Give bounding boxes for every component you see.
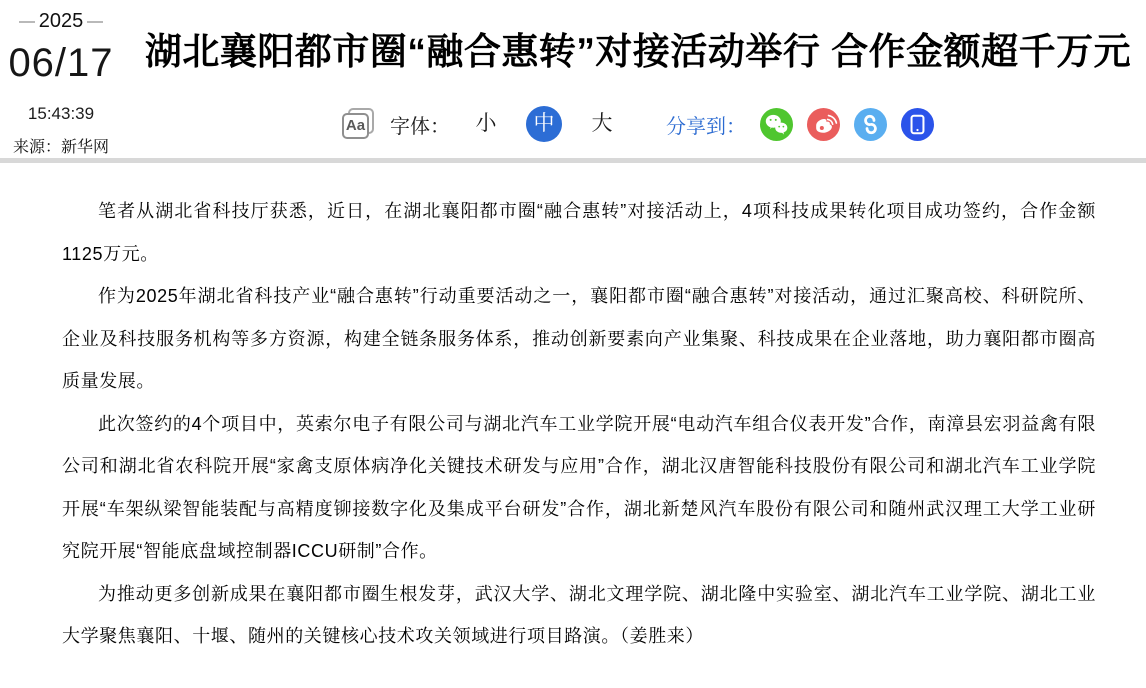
date-block xyxy=(0,8,122,157)
date-label: 06/17 xyxy=(8,41,114,85)
share-link-share-button[interactable] xyxy=(854,108,887,141)
article-paragraph: 笔者从湖北省科技厅获悉，近日，在湖北襄阳都市圈“融合惠转”对接活动上，4项科技成果转化项目成功签约，合作金额1125万元。 xyxy=(62,201,1096,264)
year-label: 2025 xyxy=(38,10,84,32)
font-size-large-button[interactable]: 大 xyxy=(584,106,620,142)
font-size-label: 字体： xyxy=(390,115,450,138)
font-size-icon-front: Aa xyxy=(342,113,369,139)
font-size-medium-button[interactable]: 中 xyxy=(526,106,562,142)
year-row xyxy=(0,10,122,33)
toolbar xyxy=(130,106,1146,142)
font-size-small-button[interactable]: 小 xyxy=(468,106,504,142)
wechat-share-button[interactable] xyxy=(760,108,793,141)
weibo-icon xyxy=(807,108,840,141)
font-size-icon xyxy=(342,108,376,140)
article-paragraph: 此次签约的4个项目中，英索尔电子有限公司与湖北汽车工业学院开展“电动汽车组合仪表开发”合作，南漳县宏羽益禽有限公司和湖北省农科院开展“家禽支原体病净化关键技术研发与应用”合作，湖北汉唐智能科技股份有限公司和湖北汽车工业学院开展“车架纵梁智能装配与高精度铆接数字化及集成平台研发”合作，湖北新楚风汽车股份有限公司和随州武汉理工大学工业研究院开展“智能底盘域控制器ICCU研制”合作。 xyxy=(62,413,1096,561)
mobile-share-button[interactable] xyxy=(901,108,934,141)
header-main xyxy=(130,0,1146,142)
article-header xyxy=(0,0,1146,158)
weibo-share-button[interactable] xyxy=(807,108,840,141)
year-dash-left xyxy=(19,21,35,23)
year-dash-right xyxy=(87,21,103,23)
article-body xyxy=(0,163,1146,688)
mobile-icon xyxy=(901,108,934,141)
wechat-icon xyxy=(760,108,793,141)
share-to-label: 分享到： xyxy=(666,115,746,138)
time-label: 15:43:39 xyxy=(27,104,95,123)
article-paragraph: 作为2025年湖北省科技产业“融合惠转”行动重要活动之一，襄阳都市圈“融合惠转”对接活动，通过汇聚高校、科研院所、企业及科技服务机构等多方资源，构建全链条服务体系，推动创新要素向产业集聚、科技成果在企业落地，助力襄阳都市圈高质量发展。 xyxy=(62,286,1096,391)
article-paragraph: 为推动更多创新成果在襄阳都市圈生根发芽，武汉大学、湖北文理学院、湖北隆中实验室、湖北汽车工业学院、湖北工业大学聚焦襄阳、十堰、随州的关键核心技术攻关领域进行项目路演。（姜胜来） xyxy=(62,583,1096,646)
share-link-icon xyxy=(854,108,887,141)
source-label: 来源：新华网 xyxy=(12,139,109,156)
page-title: 湖北襄阳都市圈“融合惠转”对接活动举行 合作金额超千万元 xyxy=(144,31,1132,72)
